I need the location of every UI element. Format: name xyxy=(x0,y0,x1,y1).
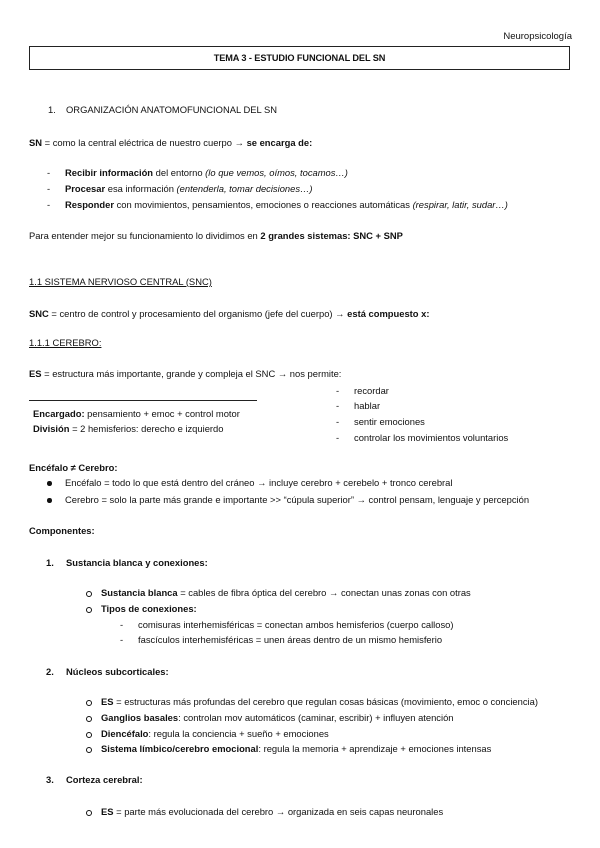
bullet-circle xyxy=(86,712,92,723)
item-text: : regula la conciencia + sueño + emociones xyxy=(148,728,329,739)
page-title: TEMA 3 - ESTUDIO FUNCIONAL DEL SN xyxy=(29,46,570,70)
bullet-circle xyxy=(86,728,92,739)
comp-item xyxy=(101,743,491,754)
comp-title: Sustancia blanca y conexiones: xyxy=(66,557,208,568)
comp-item xyxy=(101,712,454,723)
componentes-heading: Componentes: xyxy=(29,525,95,536)
item-bold: Sustancia blanca xyxy=(101,587,178,598)
function-text: con movimientos, pensamientos, emociones o reacciones automáticas xyxy=(113,199,413,210)
bullet-circle xyxy=(86,587,92,598)
item-bold: Ganglios basales xyxy=(101,712,179,723)
encargado-label: Encargado: xyxy=(33,408,85,419)
comp-number: 2. xyxy=(46,666,54,677)
division-text: = 2 hemisferios: derecho e izquierdo xyxy=(69,423,224,434)
function-text: del entorno xyxy=(153,167,206,178)
comp-subitem: fascículos interhemisféricas = unen áreas dentro de un mismo hemisferio xyxy=(138,634,443,645)
snc-text: = centro de control y procesamiento del organismo (jefe del cuerpo) → xyxy=(48,308,348,319)
dash: - xyxy=(336,400,340,411)
comp-title: Corteza cerebral: xyxy=(66,774,143,785)
es-term: ES xyxy=(29,368,42,379)
allow-item: recordar xyxy=(354,385,389,396)
comp-number: 1. xyxy=(46,557,54,568)
allow-item: sentir emociones xyxy=(354,416,425,427)
systems-line xyxy=(29,230,403,241)
bullet-circle xyxy=(86,603,92,614)
dash: - xyxy=(120,619,124,630)
item-bold: Diencéfalo xyxy=(101,728,149,739)
snc-definition xyxy=(29,308,429,319)
comp-item xyxy=(101,603,197,614)
comp-subitem: comisuras interhemisféricas = conectan ambos hemisferios (cuerpo calloso) xyxy=(138,619,454,630)
dash: - xyxy=(336,385,340,396)
sn-tail: se encarga de: xyxy=(246,137,313,148)
dash: - xyxy=(336,432,340,443)
comp-item xyxy=(101,806,443,817)
division-label: División xyxy=(33,423,70,434)
function-italic: (entenderla, tomar decisiones…) xyxy=(176,183,313,194)
divider xyxy=(29,400,257,401)
bullet-dot xyxy=(47,494,52,505)
item-text: = cables de fibra óptica del cerebro → conectan unas zonas con otras xyxy=(177,587,471,598)
sn-intro xyxy=(29,137,312,148)
es-text: = estructura más importante, grande y compleja el SNC → nos permite: xyxy=(41,368,342,379)
item-text: : controlan mov automáticos (caminar, escribir) + influyen atención xyxy=(178,712,454,723)
comp-item xyxy=(101,696,538,707)
snc-term: SNC xyxy=(29,308,49,319)
sn-term: SN xyxy=(29,137,43,148)
systems-bold: 2 grandes sistemas: SNC + SNP xyxy=(260,230,403,241)
allow-item: controlar los movimientos voluntarios xyxy=(354,432,509,443)
sn-function xyxy=(65,199,508,210)
item-text: : regula la memoria + aprendizaje + emociones intensas xyxy=(258,743,492,754)
encefalo-point: Encéfalo = todo lo que está dentro del cráneo → incluye cerebro + cerebelo + tronco cerebral xyxy=(65,477,453,488)
bullet-circle xyxy=(86,696,92,707)
dash: - xyxy=(120,634,124,645)
bullet-circle xyxy=(86,743,92,754)
sn-function xyxy=(65,183,313,194)
division-line xyxy=(33,423,223,434)
item-bold: Tipos de conexiones: xyxy=(101,603,197,614)
encargado-text: pensamiento + emoc + control motor xyxy=(84,408,240,419)
snc-tail: está compuesto x: xyxy=(347,308,430,319)
systems-text: Para entender mejor su funcionamiento lo dividimos en xyxy=(29,230,261,241)
comp-item xyxy=(101,728,329,739)
sn-function xyxy=(65,167,348,178)
dash: - xyxy=(47,199,51,210)
item-bold: ES xyxy=(101,696,114,707)
section-number: 1. xyxy=(48,104,56,115)
bullet-circle xyxy=(86,806,92,817)
sn-text: = como la central eléctrica de nuestro cuerpo → xyxy=(42,137,247,148)
section-title: ORGANIZACIÓN ANATOMOFUNCIONAL DEL SN xyxy=(66,104,277,115)
function-bold: Responder xyxy=(65,199,114,210)
item-bold: ES xyxy=(101,806,114,817)
function-italic: (respirar, latir, sudar…) xyxy=(412,199,508,210)
function-bold: Procesar xyxy=(65,183,106,194)
dash: - xyxy=(336,416,340,427)
snc-heading: 1.1 SISTEMA NERVIOSO CENTRAL (SNC) xyxy=(29,276,212,287)
encefalo-point: Cerebro = solo la parte más grande e importante >> “cúpula superior” → control pensam, lenguaje y percepción xyxy=(65,494,530,505)
function-italic: (lo que vemos, oímos, tocamos…) xyxy=(205,167,348,178)
comp-number: 3. xyxy=(46,774,54,785)
function-bold: Recibir información xyxy=(65,167,154,178)
dash: - xyxy=(47,183,51,194)
cerebro-heading: 1.1.1 CEREBRO: xyxy=(29,337,102,348)
bullet-dot xyxy=(47,477,52,488)
comp-title: Núcleos subcorticales: xyxy=(66,666,169,677)
comp-item xyxy=(101,587,471,598)
dash: - xyxy=(47,167,51,178)
allow-item: hablar xyxy=(354,400,381,411)
encefalo-heading: Encéfalo ≠ Cerebro: xyxy=(29,462,118,473)
course-header: Neuropsicología xyxy=(503,31,572,42)
item-bold: Sistema límbico/cerebro emocional xyxy=(101,743,259,754)
function-text: esa información xyxy=(105,183,177,194)
encargado-line xyxy=(33,408,240,419)
es-line xyxy=(29,368,341,379)
item-text: = estructuras más profundas del cerebro que regulan cosas básicas (movimiento, emoc o conciencia) xyxy=(113,696,538,707)
item-text: = parte más evolucionada del cerebro → organizada en seis capas neuronales xyxy=(113,806,444,817)
